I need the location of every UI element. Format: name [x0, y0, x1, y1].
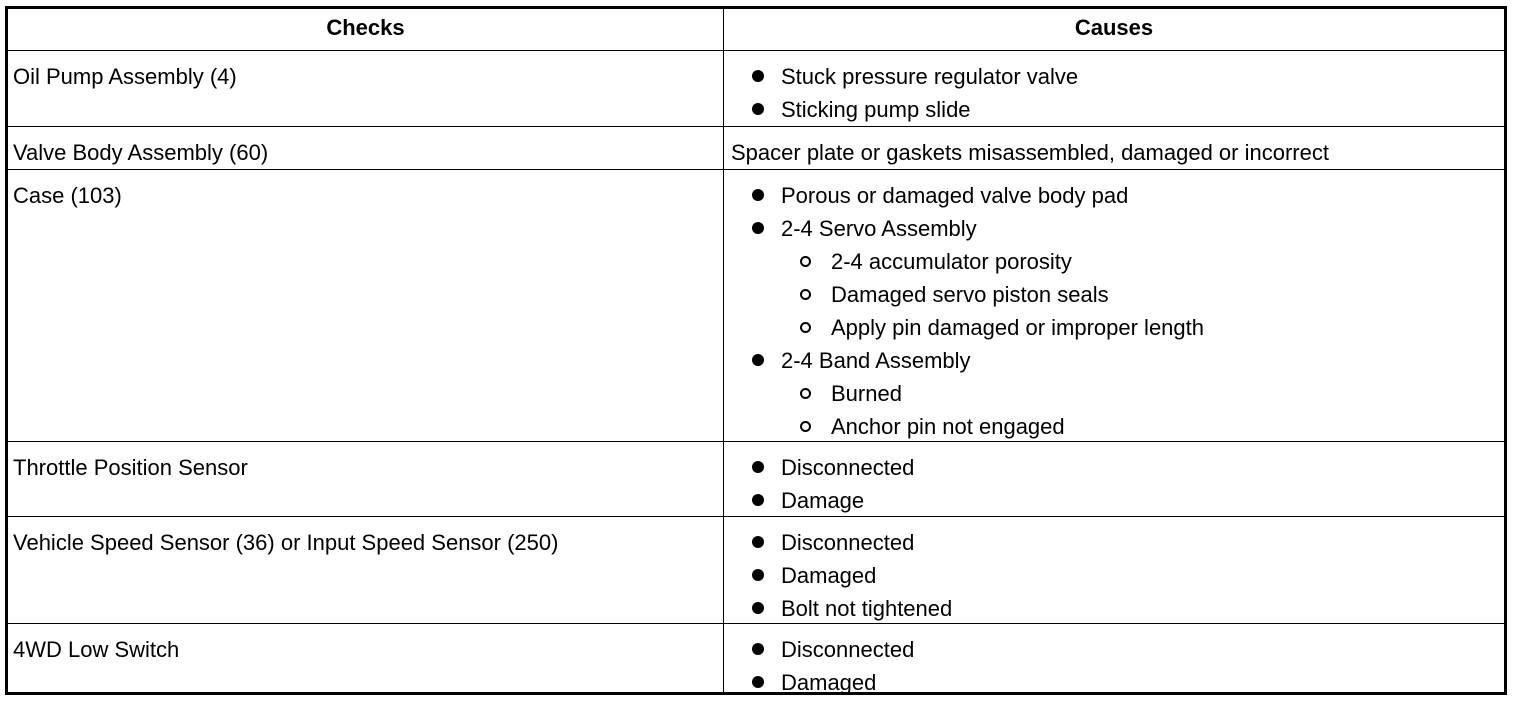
cause-list	[724, 451, 1504, 517]
diagnosis-table	[5, 6, 1507, 695]
check-cell	[8, 51, 724, 126]
cause-subitem: Apply pin damaged or improper length	[724, 311, 1504, 344]
check-cell	[8, 170, 724, 441]
cause-list	[724, 179, 1504, 443]
bullet-icon	[752, 461, 764, 473]
causes-cell	[724, 127, 1504, 169]
check-cell	[8, 127, 724, 169]
cause-text: Spacer plate or gaskets misassembled, damaged or incorrect	[731, 140, 1329, 165]
cause-subitem: Damaged servo piston seals	[724, 278, 1504, 311]
table-header-row	[8, 9, 1504, 50]
cause-item: Porous or damaged valve body pad	[724, 179, 1504, 212]
sub-bullet-icon	[800, 388, 811, 399]
cause-list	[724, 60, 1504, 126]
causes-cell	[724, 51, 1504, 126]
cause-list	[724, 633, 1504, 699]
check-cell	[8, 624, 724, 692]
cause-subitem: 2-4 accumulator porosity	[724, 245, 1504, 278]
sub-bullet-icon	[800, 289, 811, 300]
causes-cell	[724, 624, 1504, 695]
check-label: Valve Body Assembly (60)	[13, 140, 269, 165]
cause-item: 2-4 Band Assembly	[724, 344, 1504, 377]
cause-item: Stuck pressure regulator valve	[724, 60, 1504, 93]
cause-item: Damaged	[724, 666, 1504, 699]
cause-item: Disconnected	[724, 526, 1504, 559]
bullet-icon	[752, 494, 764, 506]
table-row	[8, 126, 1504, 169]
cause-item: Damaged	[724, 559, 1504, 592]
check-label: Throttle Position Sensor	[13, 455, 248, 480]
table-row	[8, 623, 1504, 695]
cause-item: Sticking pump slide	[724, 93, 1504, 126]
check-cell	[8, 517, 724, 623]
bullet-icon	[752, 643, 764, 655]
causes-cell	[724, 442, 1504, 516]
cause-list	[724, 136, 1504, 169]
cause-item: Bolt not tightened	[724, 592, 1504, 625]
cause-subitem: Burned	[724, 377, 1504, 410]
cause-item: Damage	[724, 484, 1504, 517]
bullet-icon	[752, 536, 764, 548]
cause-list	[724, 526, 1504, 625]
table-row	[8, 169, 1504, 441]
check-label: Oil Pump Assembly (4)	[13, 64, 237, 89]
bullet-icon	[752, 569, 764, 581]
sub-bullet-icon	[800, 421, 811, 432]
table-row	[8, 516, 1504, 623]
bullet-icon	[752, 103, 764, 115]
table-row	[8, 50, 1504, 126]
sub-bullet-icon	[800, 322, 811, 333]
cause-item: Disconnected	[724, 451, 1504, 484]
cause-item: Disconnected	[724, 633, 1504, 666]
causes-column-header: Causes	[1074, 15, 1154, 40]
check-label: Case (103)	[13, 183, 122, 208]
bullet-icon	[752, 354, 764, 366]
bullet-icon	[752, 602, 764, 614]
sub-bullet-icon	[800, 256, 811, 267]
check-label: 4WD Low Switch	[13, 637, 180, 662]
cause-subitem: Anchor pin not engaged	[724, 410, 1504, 443]
cause-item: 2-4 Servo Assembly	[724, 212, 1504, 245]
checks-column-header: Checks	[8, 9, 724, 50]
table-row	[8, 441, 1504, 516]
causes-cell	[724, 517, 1504, 623]
causes-cell	[724, 170, 1504, 441]
bullet-icon	[752, 70, 764, 82]
check-label: Vehicle Speed Sensor (36) or Input Speed Sensor (250)	[13, 530, 559, 555]
bullet-icon	[752, 189, 764, 201]
check-cell	[8, 442, 724, 516]
bullet-icon	[752, 676, 764, 688]
bullet-icon	[752, 222, 764, 234]
